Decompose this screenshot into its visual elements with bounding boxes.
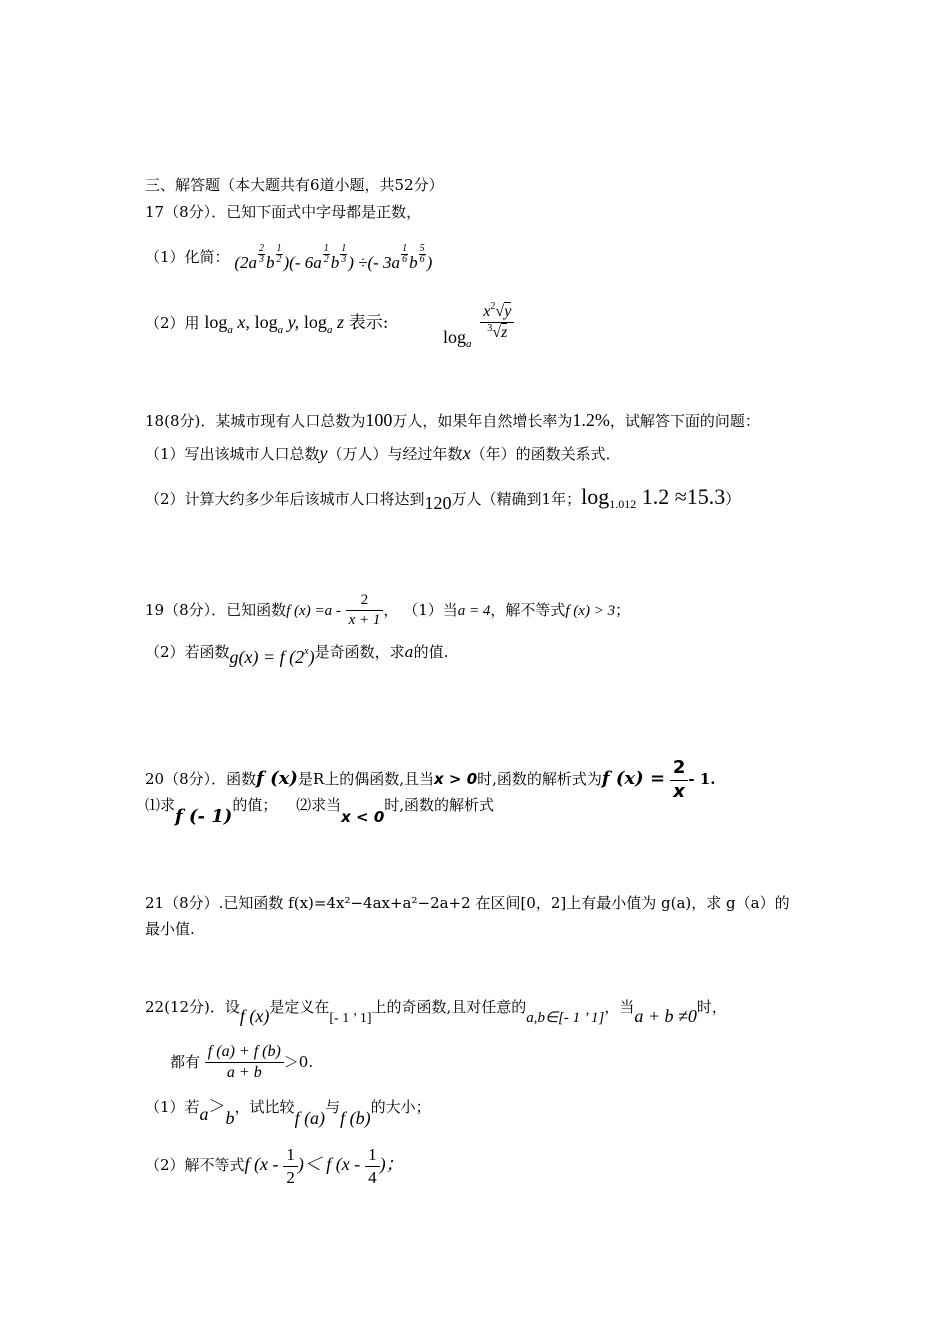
- exp-num: 1: [323, 243, 329, 254]
- q17-part1: [145, 243, 433, 272]
- exp-den: 6: [419, 254, 425, 265]
- var-a: a: [199, 1104, 209, 1124]
- number: 1.2%: [572, 410, 610, 430]
- q18-title: [145, 411, 760, 429]
- text: ⑴求: [145, 796, 176, 814]
- expr-term: b: [330, 253, 340, 272]
- q19-title: [145, 592, 630, 630]
- log-arg: y,: [283, 312, 300, 332]
- fraction-half: [283, 1145, 298, 1187]
- log-word: log: [581, 484, 610, 509]
- q17-show-label: 表示:: [348, 313, 389, 333]
- function-fa: f (a): [294, 1108, 326, 1128]
- var-y: y: [319, 443, 328, 463]
- log-value: 1.2 ≈15.3: [641, 484, 726, 509]
- function-f: f (x) =: [601, 768, 666, 790]
- g-expression: g(x) = f (2: [229, 647, 305, 667]
- root-index: 3: [487, 323, 493, 335]
- text: 时,函数的解析式: [384, 796, 495, 814]
- expr-term: ) ÷(- 3a: [348, 253, 401, 272]
- text: 18(8分)．某城市现有人口总数为: [145, 412, 366, 430]
- function-lhs: f (x) =a -: [286, 602, 341, 619]
- q20-parts: [145, 796, 495, 827]
- fraction-denominator: x: [673, 780, 685, 802]
- expr-term: b: [266, 253, 275, 272]
- var-z: z: [501, 324, 508, 342]
- text: 是定义在: [269, 998, 330, 1016]
- log-base: a: [277, 324, 284, 336]
- text: ）: [725, 490, 741, 508]
- log-x: [204, 312, 250, 336]
- exponent: [419, 244, 426, 265]
- text: 的值.: [413, 643, 449, 661]
- log-word: log: [254, 312, 278, 332]
- q22-part1: [145, 1097, 431, 1128]
- q22-fraction: [205, 1043, 284, 1083]
- text: ＞0.: [283, 1052, 314, 1071]
- q17-title: 17（8分）．已知下面式中字母都是正数，: [145, 203, 422, 221]
- text: ，当: [604, 998, 635, 1016]
- q17-part2: [145, 312, 389, 336]
- text: （2）计算大约多少年后该城市人口将达到: [145, 490, 425, 508]
- exp-num: 2: [259, 243, 264, 254]
- exponent: [258, 244, 265, 265]
- q22-part2: [145, 1145, 404, 1187]
- text: （1）写出该城市人口总数: [145, 445, 320, 463]
- fraction-denominator: x + 1: [348, 612, 381, 629]
- function-f: f (x): [239, 1006, 270, 1026]
- fraction-numerator: 1: [365, 1145, 380, 1167]
- var-x: x: [483, 303, 491, 320]
- text: 是奇函数，求: [314, 643, 405, 661]
- log-base: a: [326, 324, 333, 336]
- log-base: a: [466, 337, 472, 350]
- text: 是R上的偶函数,且当: [297, 770, 434, 789]
- text: 万人（精确到1年；: [451, 490, 582, 508]
- var-a: a: [404, 643, 414, 661]
- fraction-numerator: 2: [670, 758, 689, 781]
- fraction-denominator: 4: [368, 1167, 377, 1187]
- exponent: [276, 244, 283, 265]
- fraction-numerator: 1: [283, 1145, 298, 1167]
- domain: a,b∈[- 1 ’ 1]: [526, 1010, 605, 1026]
- expr-term: )(- 6a: [283, 253, 322, 272]
- text: ，试比较: [234, 1098, 295, 1116]
- text: ，解不等式: [490, 600, 566, 619]
- fraction-numerator: [480, 303, 514, 323]
- expr-term: ): [426, 253, 433, 272]
- fraction-quarter: [365, 1145, 380, 1187]
- number: 120: [424, 493, 452, 513]
- function-value: f (- 1): [175, 806, 233, 827]
- fraction-denominator: 2: [286, 1167, 295, 1187]
- text: ，: [383, 600, 399, 619]
- q22-title: [145, 997, 727, 1026]
- number: 100: [365, 410, 393, 430]
- q21-line1: 21（8分）.已知函数 f(x)=4x²−4ax+a²−2a+2 在区间[0，2]上有最小值为 g(a)，求 g（a）的: [145, 894, 790, 912]
- exponent: [323, 244, 330, 265]
- exp-num: 5: [419, 243, 425, 254]
- text: ，试解答下面的问题：: [609, 412, 760, 430]
- fraction-denominator: a + b: [226, 1064, 262, 1082]
- text: 19（8分）．已知函数: [145, 600, 287, 619]
- function-expr: f (x -: [244, 1154, 279, 1175]
- log-expression: [581, 484, 725, 509]
- log-arg: x,: [232, 312, 250, 332]
- text: 都有: [170, 1052, 201, 1071]
- q17-target-log: [443, 301, 514, 350]
- text: 时,函数的解析式为: [477, 770, 602, 789]
- text: 上的奇函数,且对任意的: [371, 998, 527, 1016]
- q17-part1-label: （1）化简：: [145, 248, 230, 266]
- exponent: [401, 244, 408, 265]
- interval: [- 1 ’ 1]: [329, 1011, 372, 1026]
- q18-part2: [145, 484, 741, 513]
- q18-part1: [145, 444, 621, 462]
- q21-line2: 最小值.: [145, 920, 195, 938]
- function-f: f (x): [256, 768, 298, 790]
- function-fraction: [346, 592, 384, 630]
- function-expr: )；: [379, 1154, 404, 1175]
- exp-num: 1: [341, 243, 347, 254]
- text: 22(12分)．设: [145, 998, 240, 1016]
- log-base: a: [227, 324, 233, 336]
- inequality: f (x) > 3: [565, 602, 616, 619]
- sqrt-icon: √: [492, 324, 502, 342]
- var-x: x: [462, 443, 471, 463]
- log-word: log: [443, 326, 467, 347]
- g-close: ): [308, 647, 315, 667]
- log-base: 1.012: [609, 497, 637, 511]
- fraction-numerator: f (a) + f (b): [205, 1043, 284, 1063]
- log-word: log: [204, 312, 228, 332]
- fraction-numerator: 2: [346, 592, 384, 611]
- fraction-denominator: [480, 323, 514, 342]
- log-word: log: [303, 312, 327, 332]
- text: ⑵求当: [296, 796, 342, 814]
- exponent: [340, 244, 347, 265]
- q22-line2: [170, 1043, 313, 1083]
- expr-term: b: [409, 253, 418, 272]
- text: 的值；: [232, 796, 278, 814]
- text: 与: [325, 1098, 341, 1116]
- text: 时，: [696, 998, 727, 1016]
- var-b: b: [225, 1108, 235, 1128]
- q17-part2-label: （2）用: [145, 314, 200, 332]
- text: 20（8分）．函数: [145, 770, 257, 789]
- exponent: 2: [490, 301, 496, 312]
- exp-num: 1: [276, 243, 282, 254]
- expr-term: (2a: [234, 253, 257, 272]
- function-expr: )＜ f (x -: [297, 1154, 361, 1175]
- function-g: [230, 647, 315, 667]
- text: - 1.: [688, 770, 716, 789]
- text: （1）若: [145, 1098, 200, 1116]
- section-header: 三、解答题（本大题共有6道小题，共52分）: [145, 176, 444, 194]
- text: ；: [615, 600, 631, 619]
- text: 万人，如果年自然增长率为: [392, 412, 573, 430]
- sqrt-icon: √: [495, 303, 505, 320]
- log-fraction: [480, 303, 514, 343]
- log-z: [303, 312, 344, 336]
- condition: a = 4: [457, 602, 491, 619]
- exp-den: 3: [259, 254, 264, 265]
- text: ＞: [208, 1097, 226, 1117]
- exp-den: 2: [276, 254, 282, 265]
- q19-part2: [145, 642, 449, 667]
- log-arg: z: [332, 312, 344, 332]
- q20-fraction: [670, 758, 689, 802]
- function-fb: f (b): [340, 1108, 371, 1128]
- exp-den: 3: [341, 254, 347, 265]
- text: （年）的函数关系式．: [470, 445, 621, 463]
- condition: x < 0: [341, 808, 385, 826]
- q17-part1-expression: [234, 243, 433, 272]
- text: （1）当: [403, 600, 458, 619]
- log-y: [254, 312, 300, 336]
- condition: a + b ≠0: [634, 1006, 697, 1026]
- exp-den: 2: [323, 254, 329, 265]
- exp-den: 6: [402, 254, 408, 265]
- condition: x > 0: [434, 770, 478, 789]
- text: （2）若函数: [145, 643, 230, 661]
- exponent: x: [304, 646, 309, 657]
- exp-num: 1: [402, 243, 408, 254]
- var-y: y: [504, 303, 512, 320]
- text: 的大小；: [370, 1098, 431, 1116]
- text: （万人）与经过年数: [327, 445, 463, 463]
- text: （2）解不等式: [145, 1156, 245, 1175]
